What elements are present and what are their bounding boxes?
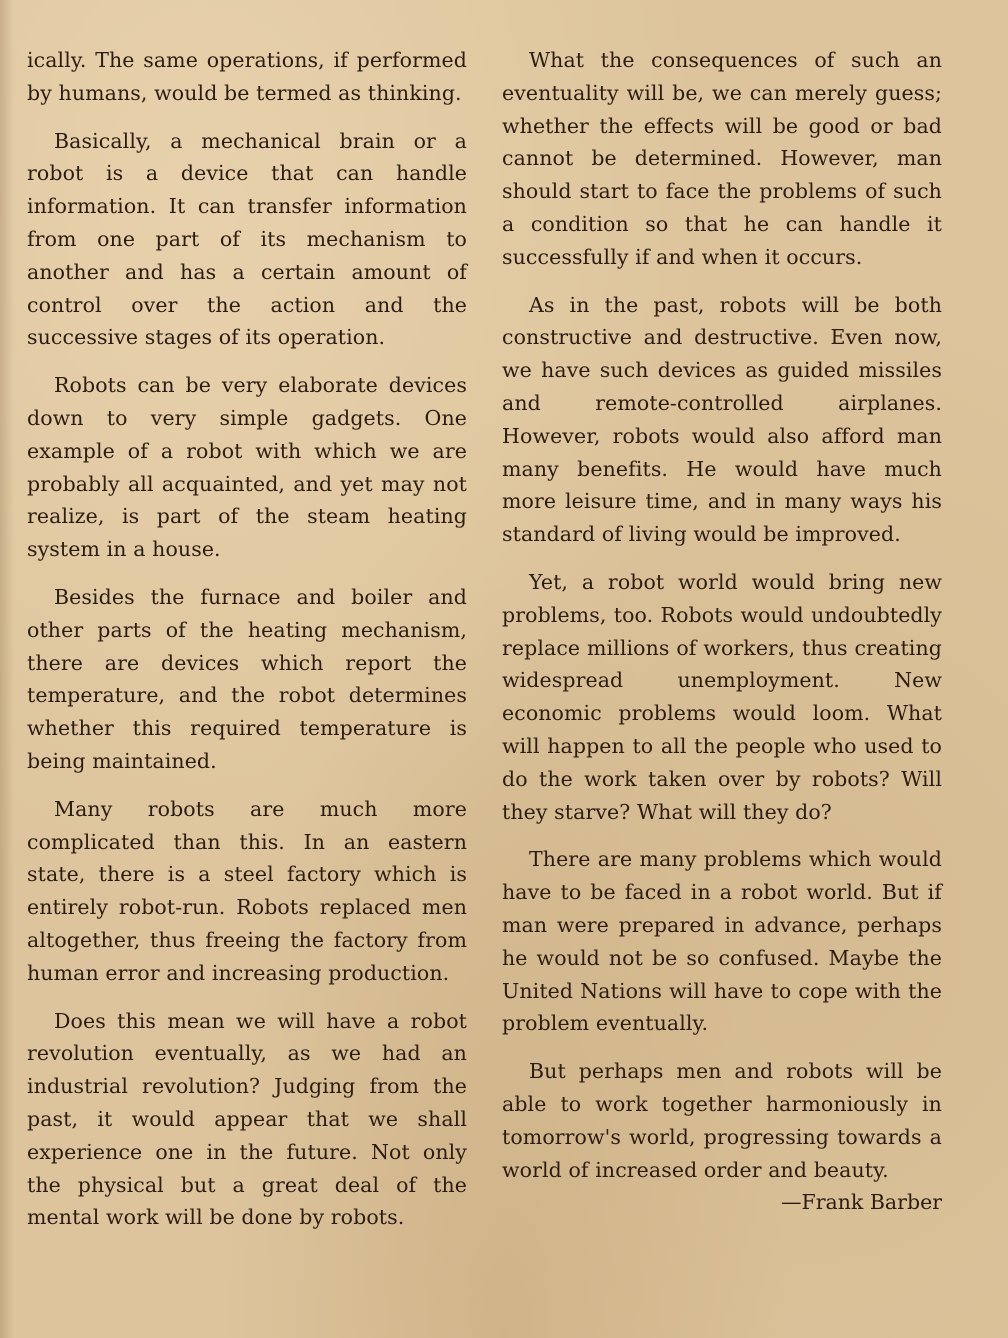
paragraph: Does this mean we will have a robot revolution eventually, as we had an industrial revolution? Judging from the past, it would appear that we shall experience one in the future. Not only the physical but a great deal of the mental work will be done by robots. — [27, 1008, 467, 1230]
page-edge-shadow — [0, 0, 14, 1338]
paragraph: Robots can be very elaborate devices down to very simple gadgets. One example of a robot with which we are probably all acquainted, and yet may not realize, is part of the steam heating system in a house. — [27, 373, 467, 562]
paragraph: There are many problems which would have to be faced in a robot world. But if man were prepared in advance, perhaps he would not be so confused. Maybe the United Nations will have to cope with the problem eventually. — [502, 847, 942, 1036]
left-text-column — [27, 44, 467, 1249]
paragraph: As in the past, robots will be both constructive and destructive. Even now, we have such devices as guided missiles and remote-controlled airplanes. However, robots would also afford man many benefits. He would have much more leisure time, and in many ways his standard of living would be improved. — [502, 292, 942, 547]
paragraph: Yet, a robot world would bring new problems, too. Robots would undoubtedly replace millions of workers, thus creating widespread unemployment. New economic problems would loom. What will happen to all the people who used to do the work taken over by robots? Will they starve? What will they do? — [502, 569, 942, 824]
paragraph: Many robots are much more complicated than this. In an eastern state, there is a steel factory which is entirely robot-run. Robots replaced men altogether, thus freeing the factory from human error and increasing production. — [27, 796, 467, 985]
paragraph: Besides the furnace and boiler and other parts of the heating mechanism, there are devices which report the temperature, and the robot determines whether this required temperature is being maintained. — [27, 584, 467, 773]
paragraph: What the consequences of such an eventuality will be, we can merely guess; whether the effects will be good or bad cannot be determined. However, man should start to face the problems of such a condition so that he can handle it successfully if and when it occurs. — [502, 48, 942, 269]
author-byline: —Frank Barber — [780, 1190, 942, 1215]
paragraph: But perhaps men and robots will be able to work together harmoniously in tomorrow's world, progressing towards a world of increased order and beauty. — [502, 1059, 942, 1182]
paragraph: Basically, a mechanical brain or a robot is a device that can handle information. It can transfer information from one part of its mechanism to another and has a certain amount of control over the action and the successive stages of its operation. — [27, 128, 467, 350]
right-text-column — [502, 44, 942, 1218]
paragraph: ically. The same operations, if performed by humans, would be termed as thinking. — [27, 48, 467, 105]
